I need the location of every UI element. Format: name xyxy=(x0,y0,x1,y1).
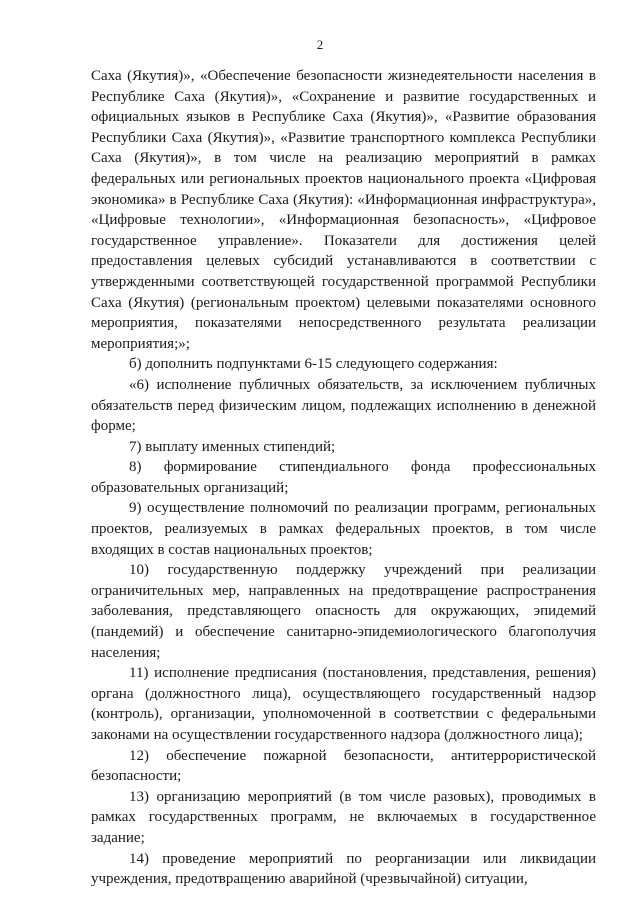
paragraph-1: Саха (Якутия)», «Обеспечение безопасности жизнедеятельности населения в Республике Саха (Якутия)», «Сохранение и развитие государственных и официальных языков в Республике Саха (Якутия)», «Развитие образования Республики Саха (Якутия)», «Развитие транспортного комплекса Республики Саха (Якутия)», в том числе на реализацию мероприятий в рамках федеральных или региональных проектов национального проекта «Цифровая экономика» в Республике Саха (Якутия): «Информационная инфраструктура», «Цифровые технологии», «Информационная безопасность», «Цифровое государственное управление». Показатели для достижения целей предоставления целевых субсидий устанавливаются в соответствии с утвержденными соответствующей государственной программой Республики Саха (Якутия) (региональным проектом) целевыми показателями основного мероприятия, показателями непосредственного результата реализации мероприятия;»; xyxy=(91,68,596,352)
paragraph-6: 9) осуществление полномочий по реализации программ, региональных проектов, реализуемых в рамках федеральных проектов, в том числе входящих в состав национальных проектов; xyxy=(91,500,596,558)
paragraph-11: 14) проведение мероприятий по реорганизации или ликвидации учреждения, предотвращению аварийной (чрезвычайной) ситуации, xyxy=(91,850,596,888)
paragraph-5: 8) формирование стипендиального фонда профессиональных образовательных организаций; xyxy=(91,459,596,496)
paragraph-2: б) дополнить подпунктами 6-15 следующего содержания: xyxy=(129,356,498,373)
paragraph-4: 7) выплату именных стипендий; xyxy=(129,438,336,455)
document-body xyxy=(91,66,596,890)
paragraph-7: 10) государственную поддержку учреждений при реализации ограничительных мер, направленных на предотвращение распространения заболевания, представляющего опасность для окружающих, эпидемий (пандемий) и обеспечение санитарно-эпидемиологического благополучия населения; xyxy=(91,562,596,661)
page-number: 2 xyxy=(316,37,324,52)
paragraph-9: 12) обеспечение пожарной безопасности, антитеррористической безопасности; xyxy=(91,747,596,785)
paragraph-3: «6) исполнение публичных обязательств, за исключением публичных обязательств перед физическим лицом, подлежащих исполнению в денежной форме; xyxy=(91,376,596,435)
paragraph-10: 13) организацию мероприятий (в том числе разовых), проводимых в рамках государственных программ, не включаемых в государственное задание; xyxy=(91,788,596,846)
paragraph-8: 11) исполнение предписания (постановления, представления, решения) органа (должностного лица), осуществляющего государственный надзор (контроль), организации, уполномоченной в соответствии с федеральными законами на осуществлении государственного надзора (должностного лица); xyxy=(91,665,596,743)
